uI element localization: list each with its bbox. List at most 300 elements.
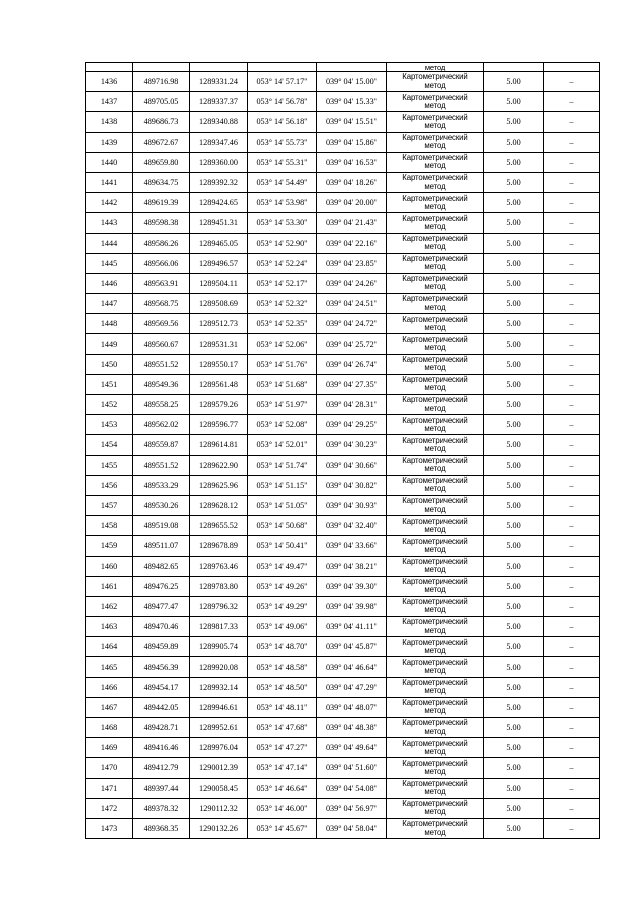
table-row — [86, 435, 600, 455]
cell-method — [387, 576, 484, 596]
cell-longitude: 039° 04' 24.72" — [317, 314, 387, 334]
table-row — [86, 738, 600, 758]
method-line-2: метод — [424, 585, 446, 595]
method-line-1: Картометрический — [402, 799, 468, 809]
method-line-2: метод — [424, 343, 446, 353]
cell-y: 1289340.88 — [190, 112, 248, 132]
cell-longitude: 039° 04' 39.98" — [317, 596, 387, 616]
cell-latitude: 053° 14' 52.90" — [248, 233, 317, 253]
cell-x: 489686.73 — [133, 112, 190, 132]
cell-point-number: 1468 — [86, 718, 133, 738]
method-line-2: метод — [424, 302, 446, 312]
cell-note: – — [544, 677, 600, 697]
method-line-1: Картометрический — [402, 577, 468, 587]
cell-note: – — [544, 778, 600, 798]
method-line-1: Картометрический — [402, 213, 468, 223]
cell-note: – — [544, 253, 600, 273]
coordinates-table — [85, 62, 600, 839]
table-row — [86, 72, 600, 92]
cell-y: 1289550.17 — [190, 354, 248, 374]
cell-accuracy: 5.00 — [484, 718, 544, 738]
method-line-1: Картометрический — [402, 132, 468, 142]
cell-longitude: 039° 04' 38.21" — [317, 556, 387, 576]
cell-method — [387, 818, 484, 838]
table-row — [86, 617, 600, 637]
cell-x: 489586.26 — [133, 233, 190, 253]
cell-note: – — [544, 475, 600, 495]
cell-latitude: 053° 14' 48.11" — [248, 697, 317, 717]
method-line-2: метод — [424, 686, 446, 696]
method-line-1: Картометрический — [402, 698, 468, 708]
method-line-1: Картометрический — [402, 72, 468, 82]
cell-x: 489456.39 — [133, 657, 190, 677]
cell-method — [387, 415, 484, 435]
cell-accuracy: 5.00 — [484, 395, 544, 415]
method-line-1: Картометрический — [402, 193, 468, 203]
cell-accuracy: 5.00 — [484, 354, 544, 374]
cell-x: 489563.91 — [133, 273, 190, 293]
cell-point-number: 1437 — [86, 92, 133, 112]
cell-y: 1289508.69 — [190, 294, 248, 314]
cell-method — [387, 112, 484, 132]
cell-point-number: 1469 — [86, 738, 133, 758]
cell-note: – — [544, 455, 600, 475]
cell-empty — [86, 63, 133, 72]
cell-x: 489559.87 — [133, 435, 190, 455]
method-line-1: Картометрический — [402, 334, 468, 344]
method-line-2: метод — [424, 443, 446, 453]
cell-x: 489470.46 — [133, 617, 190, 637]
method-line-2: метод — [424, 181, 446, 191]
cell-empty — [248, 63, 317, 72]
method-line-2: метод — [424, 484, 446, 494]
cell-method — [387, 556, 484, 576]
cell-y: 1289392.32 — [190, 172, 248, 192]
method-line-1: Картометрический — [402, 778, 468, 788]
cell-point-number: 1449 — [86, 334, 133, 354]
table-row — [86, 374, 600, 394]
cell-y: 1289783.80 — [190, 576, 248, 596]
cell-point-number: 1439 — [86, 132, 133, 152]
table-row — [86, 193, 600, 213]
cell-y: 1289628.12 — [190, 495, 248, 515]
cell-empty — [544, 63, 600, 72]
cell-longitude: 039° 04' 48.38" — [317, 718, 387, 738]
cell-method — [387, 516, 484, 536]
cell-accuracy: 5.00 — [484, 536, 544, 556]
cell-y: 1289817.33 — [190, 617, 248, 637]
cell-point-number: 1466 — [86, 677, 133, 697]
cell-y: 1289360.00 — [190, 152, 248, 172]
cell-latitude: 053° 14' 47.68" — [248, 718, 317, 738]
cell-accuracy: 5.00 — [484, 516, 544, 536]
cell-point-number: 1448 — [86, 314, 133, 334]
cell-point-number: 1456 — [86, 475, 133, 495]
table-row — [86, 697, 600, 717]
cell-longitude: 039° 04' 15.51" — [317, 112, 387, 132]
method-line-1: Картометрический — [402, 758, 468, 768]
method-line-1: Картометрический — [402, 657, 468, 667]
cell-method — [387, 495, 484, 515]
cell-accuracy: 5.00 — [484, 818, 544, 838]
cell-y: 1289504.11 — [190, 273, 248, 293]
cell-longitude: 039° 04' 29.25" — [317, 415, 387, 435]
cell-latitude: 053° 14' 46.00" — [248, 798, 317, 818]
table-row — [86, 455, 600, 475]
cell-longitude: 039° 04' 22.16" — [317, 233, 387, 253]
cell-y: 1290012.39 — [190, 758, 248, 778]
table-row — [86, 132, 600, 152]
method-line-1: Картометрический — [402, 153, 468, 163]
method-line-1: Картометрический — [402, 738, 468, 748]
cell-point-number: 1459 — [86, 536, 133, 556]
cell-x: 489412.79 — [133, 758, 190, 778]
method-line-1: Картометрический — [402, 274, 468, 284]
cell-accuracy: 5.00 — [484, 92, 544, 112]
cell-longitude: 039° 04' 24.51" — [317, 294, 387, 314]
method-line-1: Картометрический — [402, 718, 468, 728]
cell-method — [387, 475, 484, 495]
cell-y: 1289424.65 — [190, 193, 248, 213]
cell-latitude: 053° 14' 52.01" — [248, 435, 317, 455]
cell-y: 1289579.26 — [190, 395, 248, 415]
cell-point-number: 1447 — [86, 294, 133, 314]
table-row — [86, 233, 600, 253]
cell-latitude: 053° 14' 49.06" — [248, 617, 317, 637]
cell-longitude: 039° 04' 49.64" — [317, 738, 387, 758]
method-line-1: Картометрический — [402, 112, 468, 122]
cell-note: – — [544, 374, 600, 394]
cell-note: – — [544, 536, 600, 556]
cell-y: 1289932.14 — [190, 677, 248, 697]
cell-point-number: 1454 — [86, 435, 133, 455]
table-row — [86, 758, 600, 778]
cell-method — [387, 92, 484, 112]
cell-note: – — [544, 72, 600, 92]
method-line-2: метод — [424, 383, 446, 393]
cell-accuracy: 5.00 — [484, 677, 544, 697]
cell-point-number: 1452 — [86, 395, 133, 415]
cell-longitude: 039° 04' 41.11" — [317, 617, 387, 637]
cell-x: 489598.38 — [133, 213, 190, 233]
cell-note: – — [544, 334, 600, 354]
method-line-1: Картометрический — [402, 254, 468, 264]
method-line-1: Картометрический — [402, 375, 468, 385]
cell-y: 1289796.32 — [190, 596, 248, 616]
cell-point-number: 1436 — [86, 72, 133, 92]
method-line-2: метод — [424, 464, 446, 474]
cell-method — [387, 677, 484, 697]
cell-method — [387, 72, 484, 92]
cell-x: 489551.52 — [133, 354, 190, 374]
cell-longitude: 039° 04' 48.07" — [317, 697, 387, 717]
cell-latitude: 053° 14' 47.27" — [248, 738, 317, 758]
cell-latitude: 053° 14' 52.32" — [248, 294, 317, 314]
cell-latitude: 053° 14' 52.17" — [248, 273, 317, 293]
cell-latitude: 053° 14' 49.26" — [248, 576, 317, 596]
cell-y: 1289678.89 — [190, 536, 248, 556]
cell-x: 489568.75 — [133, 294, 190, 314]
method-line-2: метод — [424, 827, 446, 837]
table-row — [86, 354, 600, 374]
cell-y: 1289905.74 — [190, 637, 248, 657]
method-line-2: метод — [424, 524, 446, 534]
method-line-2: метод — [424, 100, 446, 110]
cell-x: 489519.08 — [133, 516, 190, 536]
cell-accuracy: 5.00 — [484, 657, 544, 677]
method-line-1: Картометрический — [402, 597, 468, 607]
cell-method — [387, 758, 484, 778]
cell-accuracy: 5.00 — [484, 576, 544, 596]
cell-point-number: 1465 — [86, 657, 133, 677]
cell-longitude: 039° 04' 30.66" — [317, 455, 387, 475]
cell-accuracy: 5.00 — [484, 374, 544, 394]
cell-latitude: 053° 14' 54.49" — [248, 172, 317, 192]
cell-x: 489397.44 — [133, 778, 190, 798]
method-line-1: Картометрический — [402, 314, 468, 324]
cell-point-number: 1458 — [86, 516, 133, 536]
cell-note: – — [544, 435, 600, 455]
cell-x: 489716.98 — [133, 72, 190, 92]
table-row — [86, 657, 600, 677]
table-row — [86, 395, 600, 415]
cell-point-number: 1445 — [86, 253, 133, 273]
cell-x: 489569.56 — [133, 314, 190, 334]
method-line-2: метод — [424, 625, 446, 635]
cell-x: 489705.05 — [133, 92, 190, 112]
cell-longitude: 039° 04' 30.93" — [317, 495, 387, 515]
cell-method — [387, 334, 484, 354]
table-row — [86, 637, 600, 657]
cell-x: 489533.29 — [133, 475, 190, 495]
cell-method — [387, 374, 484, 394]
cell-x: 489560.67 — [133, 334, 190, 354]
cell-latitude: 053° 14' 52.06" — [248, 334, 317, 354]
method-line-1: Картометрический — [402, 516, 468, 526]
cell-y: 1289451.31 — [190, 213, 248, 233]
cell-accuracy: 5.00 — [484, 334, 544, 354]
cell-accuracy: 5.00 — [484, 556, 544, 576]
method-line-2: метод — [424, 161, 446, 171]
method-line-1: Картометрический — [402, 173, 468, 183]
table-row — [86, 213, 600, 233]
cell-x: 489558.25 — [133, 395, 190, 415]
method-line-2: метод — [424, 242, 446, 252]
cell-method — [387, 596, 484, 616]
cell-longitude: 039° 04' 30.23" — [317, 435, 387, 455]
cell-longitude: 039° 04' 24.26" — [317, 273, 387, 293]
cell-note: – — [544, 152, 600, 172]
table-row — [86, 718, 600, 738]
cell-y: 1289596.77 — [190, 415, 248, 435]
cell-accuracy: 5.00 — [484, 233, 544, 253]
cell-point-number: 1471 — [86, 778, 133, 798]
table-row — [86, 253, 600, 273]
cell-latitude: 053° 14' 53.30" — [248, 213, 317, 233]
cell-x: 489511.07 — [133, 536, 190, 556]
method-line-2: метод — [424, 120, 446, 130]
cell-y: 1290112.32 — [190, 798, 248, 818]
table-row — [86, 152, 600, 172]
cell-note: – — [544, 495, 600, 515]
cell-accuracy: 5.00 — [484, 455, 544, 475]
method-line-2: метод — [424, 746, 446, 756]
cell-point-number: 1460 — [86, 556, 133, 576]
cell-y: 1289655.52 — [190, 516, 248, 536]
method-line-1: Картометрический — [402, 819, 468, 829]
cell-note: – — [544, 233, 600, 253]
cell-accuracy: 5.00 — [484, 314, 544, 334]
cell-y: 1289920.08 — [190, 657, 248, 677]
cell-point-number: 1462 — [86, 596, 133, 616]
method-line-2: метод — [424, 282, 446, 292]
cell-point-number: 1443 — [86, 213, 133, 233]
cell-method: метод — [387, 63, 484, 72]
cell-x: 489459.89 — [133, 637, 190, 657]
table-row — [86, 92, 600, 112]
cell-longitude: 039° 04' 25.72" — [317, 334, 387, 354]
table-row-continuation — [86, 63, 600, 72]
cell-longitude: 039° 04' 16.53" — [317, 152, 387, 172]
cell-longitude: 039° 04' 15.00" — [317, 72, 387, 92]
cell-note: – — [544, 314, 600, 334]
method-line-2: метод — [424, 423, 446, 433]
cell-latitude: 053° 14' 51.68" — [248, 374, 317, 394]
cell-longitude: 039° 04' 23.85" — [317, 253, 387, 273]
method-line-2: метод — [424, 726, 446, 736]
method-line-1: Картометрический — [402, 455, 468, 465]
cell-x: 489482.65 — [133, 556, 190, 576]
cell-x: 489619.39 — [133, 193, 190, 213]
cell-point-number: 1446 — [86, 273, 133, 293]
cell-accuracy: 5.00 — [484, 213, 544, 233]
cell-latitude: 053° 14' 51.97" — [248, 395, 317, 415]
cell-latitude: 053° 14' 45.67" — [248, 818, 317, 838]
cell-x: 489566.06 — [133, 253, 190, 273]
cell-x: 489530.26 — [133, 495, 190, 515]
cell-x: 489454.17 — [133, 677, 190, 697]
cell-y: 1289465.05 — [190, 233, 248, 253]
cell-note: – — [544, 273, 600, 293]
table-row — [86, 556, 600, 576]
cell-latitude: 053° 14' 55.31" — [248, 152, 317, 172]
cell-note: – — [544, 758, 600, 778]
cell-accuracy: 5.00 — [484, 435, 544, 455]
cell-x: 489672.67 — [133, 132, 190, 152]
cell-note: – — [544, 172, 600, 192]
cell-accuracy: 5.00 — [484, 72, 544, 92]
table-row — [86, 536, 600, 556]
cell-x: 489428.71 — [133, 718, 190, 738]
method-line-1: Картометрический — [402, 476, 468, 486]
cell-note: – — [544, 596, 600, 616]
cell-latitude: 053° 14' 48.58" — [248, 657, 317, 677]
cell-note: – — [544, 354, 600, 374]
cell-point-number: 1442 — [86, 193, 133, 213]
cell-point-number: 1463 — [86, 617, 133, 637]
cell-method — [387, 395, 484, 415]
cell-method — [387, 536, 484, 556]
cell-latitude: 053° 14' 56.78" — [248, 92, 317, 112]
cell-point-number: 1473 — [86, 818, 133, 838]
cell-y: 1289531.31 — [190, 334, 248, 354]
cell-accuracy: 5.00 — [484, 596, 544, 616]
cell-point-number: 1444 — [86, 233, 133, 253]
cell-note: – — [544, 395, 600, 415]
cell-latitude: 053° 14' 52.24" — [248, 253, 317, 273]
cell-method — [387, 778, 484, 798]
cell-point-number: 1472 — [86, 798, 133, 818]
cell-note: – — [544, 637, 600, 657]
cell-latitude: 053° 14' 47.14" — [248, 758, 317, 778]
table-row — [86, 475, 600, 495]
table-row — [86, 798, 600, 818]
method-line-2: метод — [424, 201, 446, 211]
cell-longitude: 039° 04' 51.60" — [317, 758, 387, 778]
cell-note: – — [544, 718, 600, 738]
cell-longitude: 039° 04' 15.33" — [317, 92, 387, 112]
cell-x: 489476.25 — [133, 576, 190, 596]
cell-point-number: 1467 — [86, 697, 133, 717]
cell-x: 489634.75 — [133, 172, 190, 192]
cell-accuracy: 5.00 — [484, 294, 544, 314]
method-line-1: Картометрический — [402, 355, 468, 365]
cell-method — [387, 294, 484, 314]
cell-y: 1289976.04 — [190, 738, 248, 758]
cell-method — [387, 617, 484, 637]
table-row — [86, 778, 600, 798]
cell-y: 1289347.46 — [190, 132, 248, 152]
cell-point-number: 1450 — [86, 354, 133, 374]
cell-method — [387, 193, 484, 213]
cell-note: – — [544, 294, 600, 314]
table-row — [86, 294, 600, 314]
cell-accuracy: 5.00 — [484, 778, 544, 798]
method-line-2: метод — [424, 403, 446, 413]
cell-latitude: 053° 14' 48.50" — [248, 677, 317, 697]
cell-accuracy: 5.00 — [484, 253, 544, 273]
cell-point-number: 1461 — [86, 576, 133, 596]
cell-method — [387, 435, 484, 455]
method-line-2: метод — [424, 766, 446, 776]
method-line-1: Картометрический — [402, 233, 468, 243]
cell-method — [387, 273, 484, 293]
cell-x: 489549.36 — [133, 374, 190, 394]
table-row — [86, 112, 600, 132]
cell-x: 489442.05 — [133, 697, 190, 717]
cell-longitude: 039° 04' 26.74" — [317, 354, 387, 374]
cell-longitude: 039° 04' 20.00" — [317, 193, 387, 213]
cell-accuracy: 5.00 — [484, 152, 544, 172]
cell-note: – — [544, 738, 600, 758]
table-row — [86, 415, 600, 435]
cell-point-number: 1464 — [86, 637, 133, 657]
cell-latitude: 053° 14' 51.05" — [248, 495, 317, 515]
cell-accuracy: 5.00 — [484, 475, 544, 495]
method-line-1: Картометрический — [402, 435, 468, 445]
cell-method — [387, 657, 484, 677]
cell-point-number: 1438 — [86, 112, 133, 132]
cell-point-number: 1451 — [86, 374, 133, 394]
cell-longitude: 039° 04' 46.64" — [317, 657, 387, 677]
cell-method — [387, 213, 484, 233]
table-row — [86, 172, 600, 192]
cell-point-number: 1453 — [86, 415, 133, 435]
cell-latitude: 053° 14' 56.18" — [248, 112, 317, 132]
cell-point-number: 1441 — [86, 172, 133, 192]
table-row — [86, 576, 600, 596]
table-row — [86, 596, 600, 616]
